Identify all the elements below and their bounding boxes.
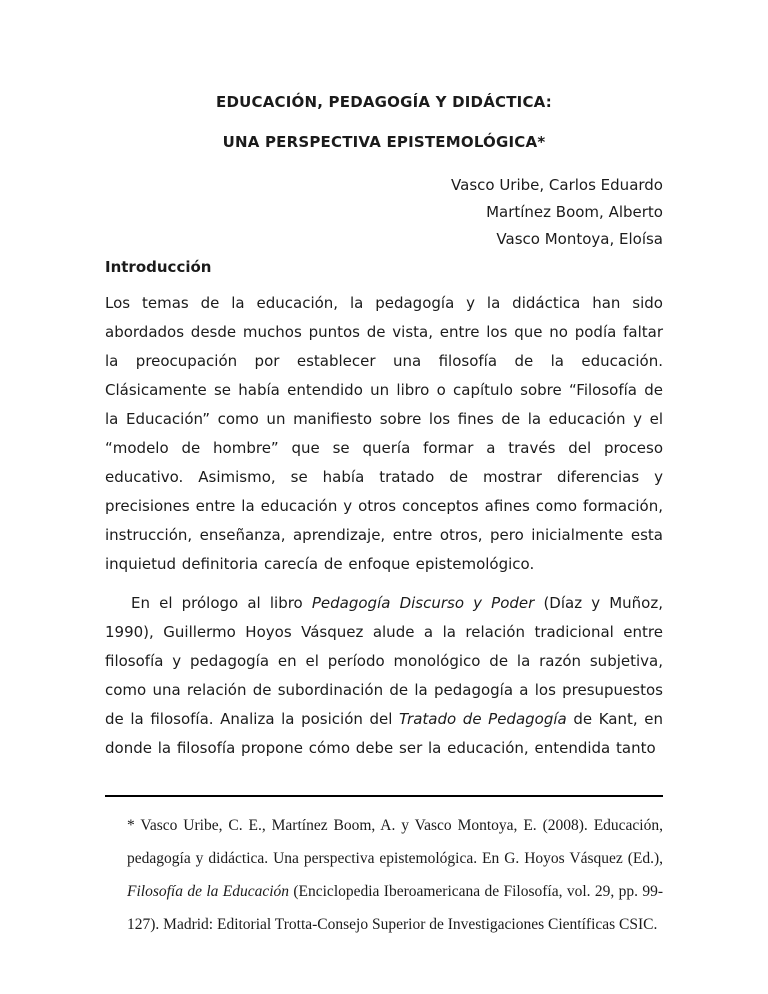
paper-title-line-1: EDUCACIÓN, PEDAGOGÍA Y DIDÁCTICA: (216, 93, 552, 111)
body-paragraph-2: En el prólogo al libro Pedagogía Discurso y Poder (Díaz y Muñoz, 1990), Guillermo Hoyos Vásquez alude a la relación tradicional entre filosofía y pedagogía en el período monológico de la razón subjetiva, como una relación de subordinación de la pedagogía a los presupuestos de la filosofía. Analiza la posición del Tratado de Pedagogía de Kant, en donde la filosofía propone cómo debe ser la educación, entendida tanto (105, 594, 664, 757)
body-paragraph-1: Los temas de la educación, la pedagogía y la didáctica han sido abordados desde muchos puntos de vista, entre los que no podía faltar la preocupación por establecer una filosofía de la educación. Clásicamente se había entendido un libro o capítulo sobre “Filosofía de la Educación” como un manifiesto sobre los fines de la educación y el “modelo de hombre” que se quería formar a través del proceso educativo. Asimismo, se había tratado de mostrar diferencias y precisiones entre la educación y otros conceptos afines como formación, instrucción, enseñanza, aprendizaje, entre otros, pero inicialmente esta inquietud definitoria carecía de enfoque epistemológico. (105, 294, 663, 573)
footnote-separator (105, 795, 663, 797)
section-heading-introduccion: Introducción (105, 258, 212, 276)
author-line-3: Vasco Montoya, Eloísa (496, 230, 663, 248)
paper-title-line-2: UNA PERSPECTIVA EPISTEMOLÓGICA* (222, 133, 546, 151)
author-line-2: Martínez Boom, Alberto (486, 203, 663, 221)
author-line-1: Vasco Uribe, Carlos Eduardo (451, 176, 663, 194)
footnote-citation: * Vasco Uribe, C. E., Martínez Boom, A. y Vasco Montoya, E. (2008). Educación, pedagogía y didáctica. Una perspectiva epistemológica. En G. Hoyos Vásquez (Ed.), Filosofía de la Educación (Enciclopedia Iberoamericana de Filosofía, vol. 29, pp. 99-127). Madrid: Editorial Trotta-Consejo Superior de Investigaciones Científicas CSIC. (127, 817, 663, 933)
authors-block (105, 172, 663, 253)
paper-title (105, 82, 663, 162)
